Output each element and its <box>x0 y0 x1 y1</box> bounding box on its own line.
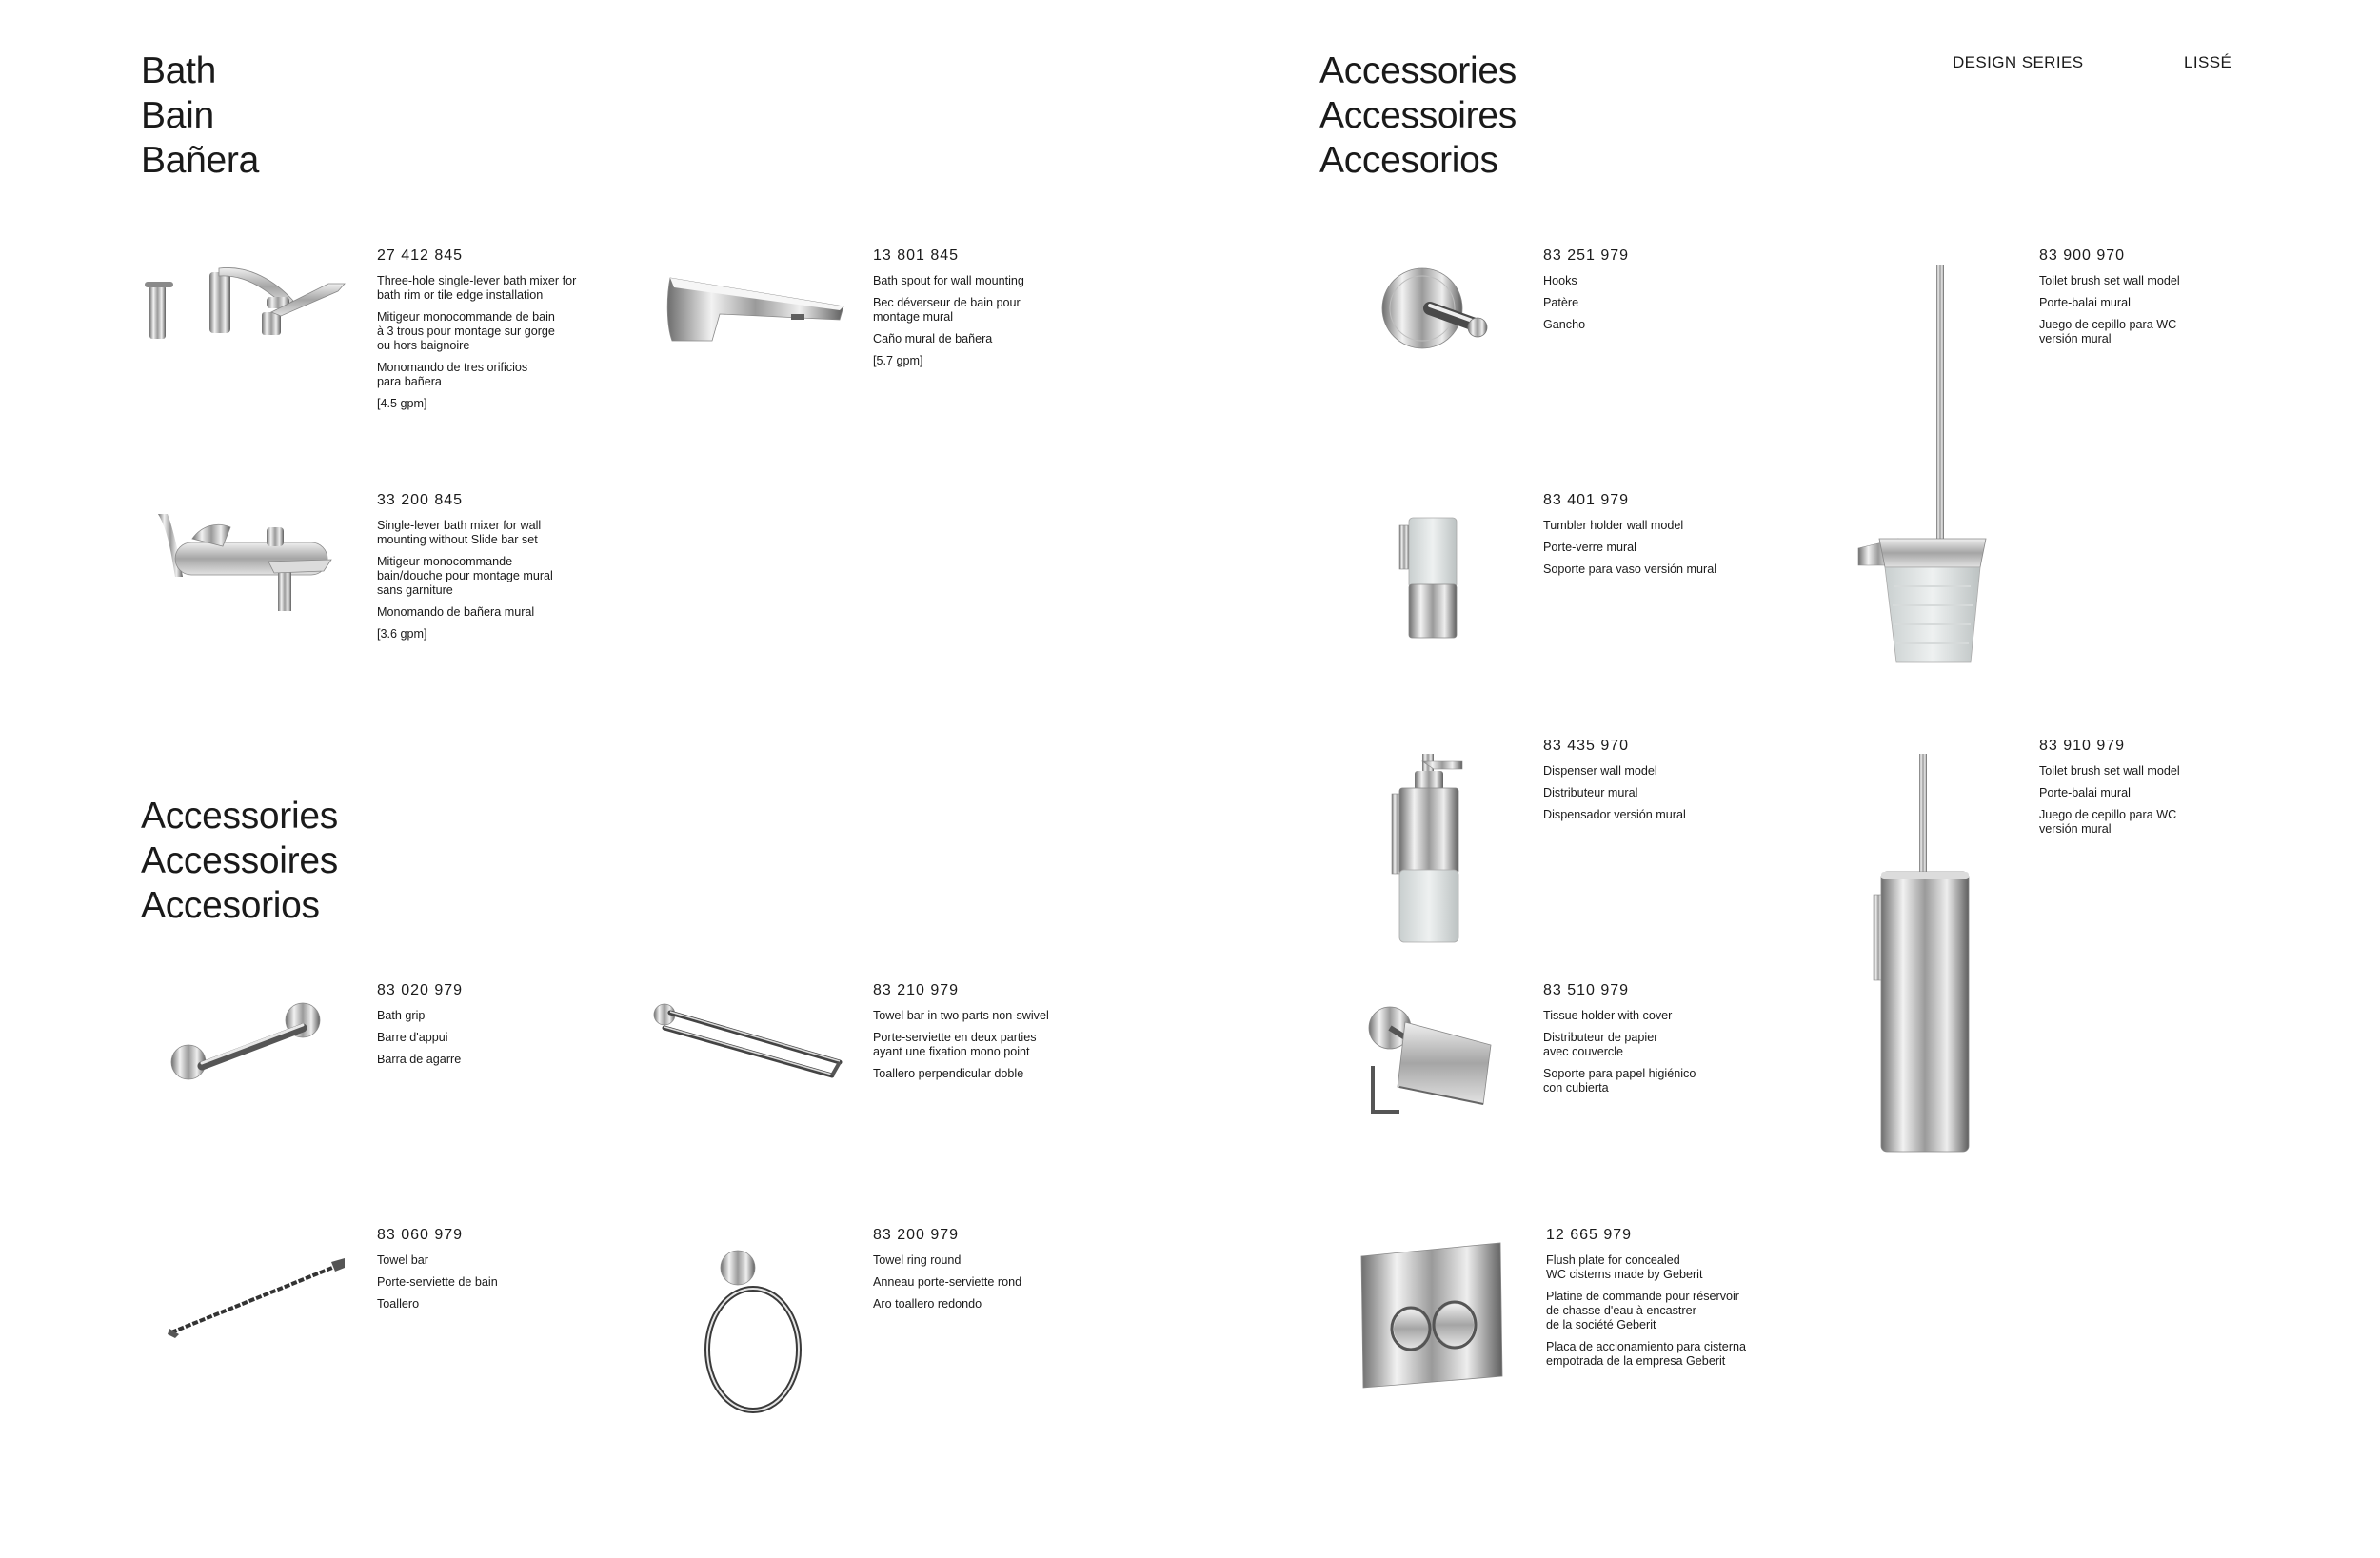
soap-dispenser-icon <box>1388 752 1474 944</box>
product-flow-rate: [3.6 gpm] <box>377 627 427 641</box>
product-code: 13 801 845 <box>873 247 960 264</box>
heading-line: Accessoires <box>141 840 338 881</box>
heading-line: Accesorios <box>1319 140 1498 181</box>
product-83-910-979 <box>2039 738 2180 844</box>
product-desc-es: Caño mural de bañera <box>873 332 993 345</box>
product-desc-fr: Porte-balai mural <box>2039 296 2131 309</box>
product-desc-en: Towel ring round <box>873 1253 962 1267</box>
product-desc-fr: Mitigeur monocommande bain/douche pour montage mural sans garniture <box>377 555 553 597</box>
product-desc-es: Soporte para papel higiénico con cubierta <box>1543 1067 1696 1095</box>
product-code: 83 200 979 <box>873 1227 960 1243</box>
product-desc-fr: Patère <box>1543 296 1579 309</box>
product-desc-es: Gancho <box>1543 318 1586 331</box>
product-desc-fr: Porte-verre mural <box>1543 541 1636 554</box>
product-desc-en: Flush plate for concealed WC cisterns made by Geberit <box>1546 1253 1703 1281</box>
design-series-label: DESIGN SERIES <box>1953 53 2084 71</box>
product-desc-es: Toallero <box>377 1297 420 1311</box>
product-83-401-979 <box>1543 492 1716 584</box>
product-83-200-979 <box>873 1227 1021 1319</box>
product-code: 83 435 970 <box>1543 738 1630 754</box>
toilet-brush-glass-icon <box>1856 263 1990 670</box>
product-code: 83 900 970 <box>2039 247 2126 264</box>
bath-spout-icon <box>663 268 848 346</box>
product-33-200-845 <box>377 492 553 649</box>
product-flow-rate: [4.5 gpm] <box>377 397 427 410</box>
heading-line: Bath <box>141 50 217 91</box>
product-83-510-979 <box>1543 982 1696 1103</box>
product-desc-en: Toilet brush set wall model <box>2039 764 2180 778</box>
flush-plate-icon <box>1356 1239 1506 1391</box>
product-desc-es: Toallero perpendicular doble <box>873 1067 1024 1080</box>
product-desc-fr: Platine de commande pour réservoir de chasse d'eau à encastrer de la société Geberit <box>1546 1290 1740 1331</box>
product-code: 33 200 845 <box>377 492 464 508</box>
product-83-210-979 <box>873 982 1049 1089</box>
product-desc-en: Tissue holder with cover <box>1543 1009 1673 1022</box>
product-desc-fr: Barre d'appui <box>377 1031 448 1044</box>
product-desc-en: Hooks <box>1543 274 1577 287</box>
product-desc-en: Single-lever bath mixer for wall mounting without Slide bar set <box>377 519 542 546</box>
product-desc-es: Aro toallero redondo <box>873 1297 982 1311</box>
heading-line: Bañera <box>141 140 259 181</box>
product-code: 83 401 979 <box>1543 492 1630 508</box>
product-desc-en: Dispenser wall model <box>1543 764 1657 778</box>
product-83-900-970 <box>2039 247 2180 354</box>
product-83-020-979 <box>377 982 463 1075</box>
product-desc-es: Monomando de bañera mural <box>377 605 535 619</box>
product-desc-en: Toilet brush set wall model <box>2039 274 2180 287</box>
product-13-801-845 <box>873 247 1024 376</box>
product-desc-fr: Bec déverseur de bain pour montage mural <box>873 296 1021 324</box>
section-heading-accessories-right <box>1319 49 1517 183</box>
double-towel-bar-icon <box>649 999 851 1077</box>
product-code: 83 910 979 <box>2039 738 2126 754</box>
series-name-label: LISSÉ <box>2184 53 2232 71</box>
product-desc-es: Barra de agarre <box>377 1053 462 1066</box>
product-desc-fr: Distributeur mural <box>1543 786 1638 799</box>
section-heading-bath <box>141 49 259 183</box>
product-83-435-970 <box>1543 738 1686 830</box>
product-desc-en: Towel bar <box>377 1253 428 1267</box>
product-desc-es: Placa de accionamiento para cisterna empotrada de la empresa Geberit <box>1546 1340 1747 1368</box>
heading-line: Accessories <box>1319 50 1517 91</box>
product-desc-fr: Porte-serviette en deux parties ayant une fixation mono point <box>873 1031 1037 1058</box>
product-27-412-845 <box>377 247 576 419</box>
product-desc-en: Tumbler holder wall model <box>1543 519 1684 532</box>
product-desc-es: Dispensador versión mural <box>1543 808 1686 821</box>
product-desc-fr: Distributeur de papier avec couvercle <box>1543 1031 1658 1058</box>
product-code: 83 510 979 <box>1543 982 1630 998</box>
product-code: 83 251 979 <box>1543 247 1630 264</box>
towel-bar-icon <box>168 1252 348 1340</box>
towel-ring-icon <box>700 1247 804 1416</box>
tissue-holder-icon <box>1361 999 1495 1117</box>
product-code: 83 210 979 <box>873 982 960 998</box>
product-83-060-979 <box>377 1227 498 1319</box>
section-heading-accessories-left <box>141 794 338 928</box>
product-desc-en: Bath grip <box>377 1009 426 1022</box>
product-desc-es: Juego de cepillo para WC versión mural <box>2039 808 2177 836</box>
product-desc-es: Soporte para vaso versión mural <box>1543 562 1717 576</box>
heading-line: Accesorios <box>141 885 320 926</box>
product-desc-es: Juego de cepillo para WC versión mural <box>2039 318 2177 345</box>
product-12-665-979 <box>1546 1227 1746 1376</box>
product-desc-en: Towel bar in two parts non-swivel <box>873 1009 1049 1022</box>
heading-line: Accessoires <box>1319 95 1517 136</box>
product-desc-fr: Mitigeur monocommande de bain à 3 trous pour montage sur gorge ou hors baignoire <box>377 310 555 352</box>
tumbler-holder-icon <box>1396 516 1462 641</box>
product-code: 83 020 979 <box>377 982 464 998</box>
product-flow-rate: [5.7 gpm] <box>873 354 923 367</box>
product-code: 12 665 979 <box>1546 1227 1633 1243</box>
product-desc-fr: Porte-balai mural <box>2039 786 2131 799</box>
product-desc-fr: Anneau porte-serviette rond <box>873 1275 1022 1289</box>
bath-mixer-three-hole-icon <box>143 263 347 343</box>
product-83-251-979 <box>1543 247 1629 340</box>
product-desc-en: Bath spout for wall mounting <box>873 274 1024 287</box>
hook-icon <box>1378 265 1493 356</box>
toilet-brush-metal-icon <box>1870 752 1974 1155</box>
product-code: 83 060 979 <box>377 1227 464 1243</box>
bath-grip-icon <box>168 999 329 1085</box>
product-desc-es: Monomando de tres orificios para bañera <box>377 361 528 388</box>
heading-line: Bain <box>141 95 214 136</box>
product-desc-fr: Porte-serviette de bain <box>377 1275 498 1289</box>
heading-line: Accessories <box>141 796 338 837</box>
wall-bath-mixer-icon <box>154 510 333 613</box>
product-desc-en: Three-hole single-lever bath mixer for bath rim or tile edge installation <box>377 274 577 302</box>
product-code: 27 412 845 <box>377 247 464 264</box>
